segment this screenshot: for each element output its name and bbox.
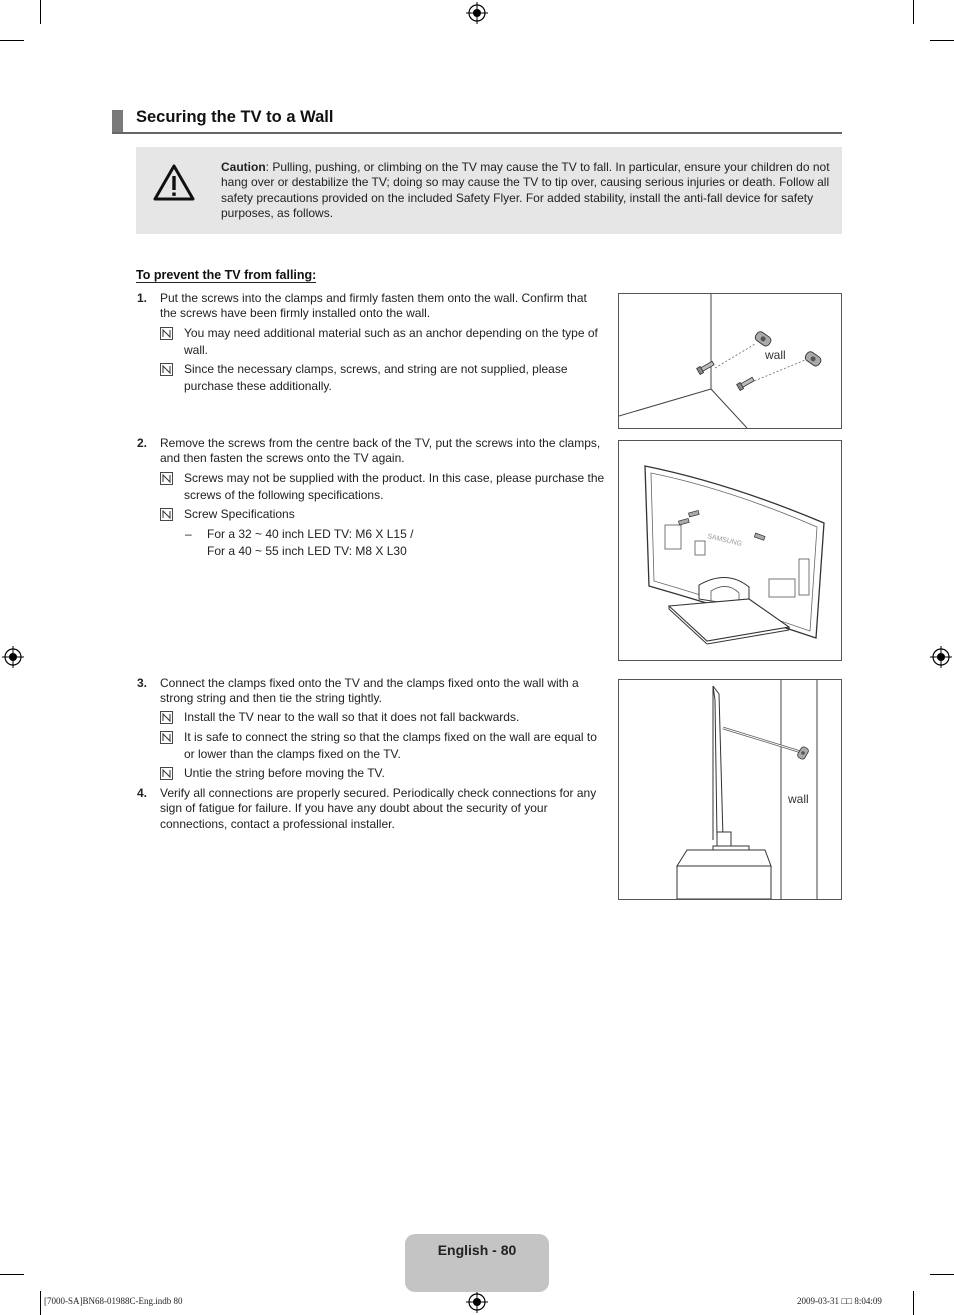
crop-mark — [913, 1291, 914, 1315]
caution-body: : Pulling, pushing, or climbing on the TV may cause the TV to fall. In particular, ensure your children do not hang over or destabilize the TV; doing so may cause the TV to tip over, causing serious injuries or death. Follow all safety precautions provided on the included Safety Flyer. For added stability, install the anti-fall device for safety purposes, as follows. — [221, 160, 830, 220]
note-icon — [160, 508, 173, 521]
wall-clamps-illustration — [619, 294, 841, 428]
note-text: It is safe to connect the string so that the clamps fixed on the wall are equal to or lower than the clamps fixed on the TV. — [184, 730, 597, 761]
heading-rule — [112, 132, 842, 134]
caution-text — [221, 160, 831, 221]
crop-mark — [0, 1274, 24, 1275]
spec-line: For a 32 ~ 40 inch LED TV: M6 X L15 / — [207, 527, 414, 541]
step-number: 3. — [137, 676, 148, 690]
figure-tv-side — [618, 679, 842, 900]
step-text: Verify all connections are properly secured. Periodically check connections for any sign of fatigue for failure. If you have any doubt about the security of your connections, contact a professional installer. — [160, 786, 597, 831]
print-info-file: [7000-SA]BN68-01988C-Eng.indb 80 — [44, 1296, 183, 1306]
step-item — [136, 676, 606, 707]
note-item — [160, 325, 606, 359]
svg-text:SAMSUNG: SAMSUNG — [706, 533, 743, 548]
caution-label: Caution — [221, 160, 266, 174]
wall-label: wall — [765, 348, 786, 362]
crop-mark — [930, 1274, 954, 1275]
figure-tv-back — [618, 440, 842, 661]
step-text: Remove the screws from the centre back of the TV, put the screws into the clamps, and then fasten the screws onto the TV again. — [160, 436, 601, 466]
step-item — [136, 291, 606, 322]
heading-bar — [112, 110, 123, 132]
warning-triangle-icon — [153, 164, 195, 202]
crop-mark — [40, 1291, 41, 1315]
note-item — [160, 506, 606, 523]
note-text: Since the necessary clamps, screws, and string are not supplied, please purchase these additionally. — [184, 362, 568, 393]
step-number: 1. — [137, 291, 148, 305]
note-text: Screws may not be supplied with the product. In this case, please purchase the screws of the following specifications. — [184, 471, 605, 502]
note-item — [160, 470, 606, 504]
registration-mark-icon — [2, 646, 24, 668]
note-icon — [160, 363, 173, 376]
step-item — [136, 436, 606, 467]
wall-label: wall — [788, 792, 809, 806]
note-item — [160, 765, 606, 782]
registration-mark-icon — [466, 1291, 488, 1313]
tv-back-illustration — [619, 441, 841, 660]
note-text: Untie the string before moving the TV. — [184, 766, 385, 780]
step-text: Connect the clamps fixed onto the TV and the clamps fixed onto the wall with a strong string and then tie the string tightly. — [160, 676, 579, 706]
note-icon — [160, 472, 173, 485]
registration-mark-icon — [930, 646, 952, 668]
note-item — [160, 709, 606, 726]
crop-mark — [40, 0, 41, 24]
note-text: Screw Specifications — [184, 507, 295, 521]
step-item — [136, 786, 606, 832]
subheading: To prevent the TV from falling: — [136, 268, 317, 282]
crop-mark — [930, 40, 954, 41]
figure-wall-clamps — [618, 293, 842, 429]
spec-line: For a 40 ~ 55 inch LED TV: M8 X L30 — [207, 544, 407, 558]
note-text: Install the TV near to the wall so that it does not fall backwards. — [184, 710, 520, 724]
note-icon — [160, 731, 173, 744]
note-text: You may need additional material such as an anchor depending on the type of wall. — [184, 326, 598, 357]
step-number: 2. — [137, 436, 148, 450]
note-icon — [160, 327, 173, 340]
crop-mark — [913, 0, 914, 24]
caution-box — [136, 147, 842, 234]
crop-mark — [0, 40, 24, 41]
step-number: 4. — [137, 786, 148, 800]
note-icon — [160, 711, 173, 724]
note-icon — [160, 767, 173, 780]
page-title: Securing the TV to a Wall — [136, 108, 334, 126]
spec-item — [185, 526, 585, 560]
page-number: English - 80 — [437, 1242, 517, 1258]
note-item — [160, 729, 606, 763]
tv-side-illustration — [619, 680, 841, 899]
note-item — [160, 361, 606, 395]
step-text: Put the screws into the clamps and firmly fasten them onto the wall. Confirm that the screws have been firmly installed onto the wall. — [160, 291, 587, 321]
print-info-timestamp: 2009-03-31 □□ 8:04:09 — [797, 1296, 882, 1306]
registration-mark-icon — [466, 2, 488, 24]
dash-marker: – — [185, 527, 192, 541]
